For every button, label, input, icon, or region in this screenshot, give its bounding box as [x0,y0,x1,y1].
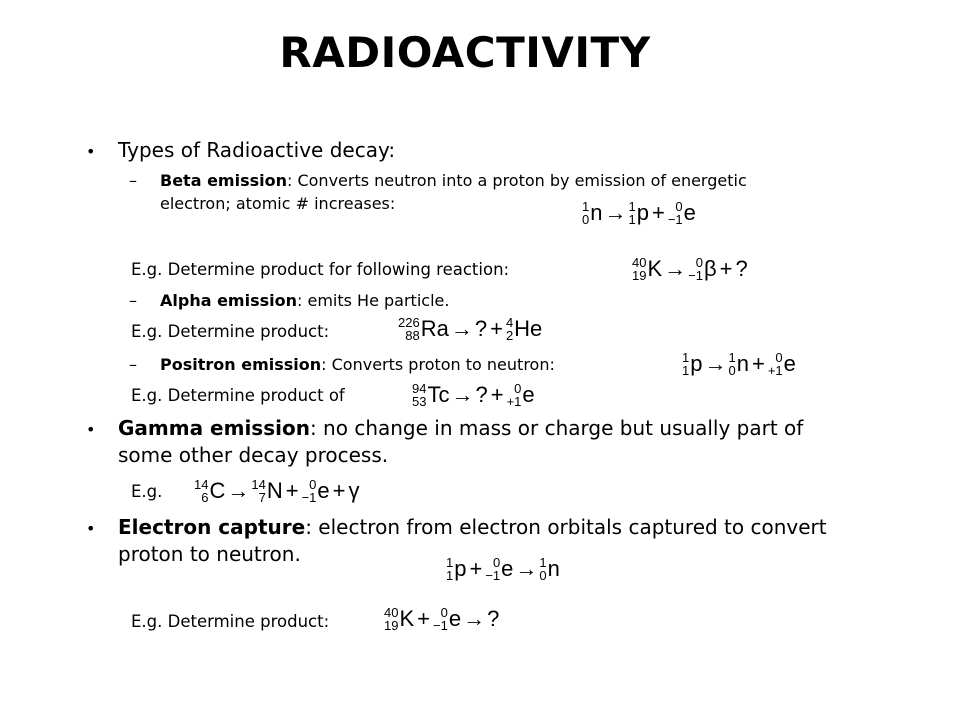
gamma-example-equation: 14 6 C → 14 7 N + 0 −1 e + γ [194,477,360,505]
alpha-desc: : emits He particle. [297,291,450,310]
nuclide-potassium: 40 19 K [632,255,663,283]
slide-title: RADIOACTIVITY [279,28,651,77]
bullet-marker: • [86,519,96,538]
nuclide-beta: 0 −1 β [688,255,717,283]
ec-line-1 [118,515,827,539]
nuclide-electron: 0 −1 e [667,199,696,227]
nuclide-potassium: 40 19 K [384,605,415,633]
unknown-product: ? [735,256,748,281]
gamma-desc: : no change in mass or charge but usually part of [309,416,804,440]
alpha-line [160,291,449,310]
arrow-icon: → [604,200,627,225]
nuclide-carbon: 14 6 C [194,477,226,505]
beta-example-equation: 40 19 K → 0 −1 β + ? [632,255,748,283]
nuclide-electron: 0 −1 e [301,477,330,505]
arrow-icon: → [515,556,538,581]
positron-example: E.g. Determine product of [131,386,345,405]
dash-marker: – [129,291,137,310]
nuclide-helium: 4 2 He [505,315,543,343]
positron-line [160,355,555,374]
ec-equation: 1 1 p + 0 −1 e → 1 0 n [446,555,560,583]
gamma-term: Gamma emission [118,416,310,440]
beta-example: E.g. Determine product for following reaction: [131,260,510,279]
unknown-product: ? [487,606,500,631]
arrow-icon: → [463,606,486,631]
positron-example-equation: 94 53 Tc → ? + 0 +1 e [412,381,535,409]
unknown-product: ? [475,382,488,407]
nuclide-electron: 0 −1 e [433,605,462,633]
gamma-line-2: some other decay process. [118,443,389,467]
arrow-icon: → [664,256,687,281]
beta-line-2: electron; atomic # increases: [160,194,396,213]
nuclide-technetium: 94 53 Tc [412,381,450,409]
beta-desc: : Converts neutron into a proton by emission of energetic [286,171,747,190]
ec-desc: : electron from electron orbitals captured to convert [305,515,827,539]
gamma-symbol: γ [348,478,360,503]
gamma-line-1 [118,416,803,440]
bullet-marker: • [86,420,96,439]
alpha-example-equation: 226 88 Ra → ? + 4 2 He [398,315,543,343]
nuclide-electron: 0 −1 e [485,555,514,583]
beta-equation: 1 0 n → 1 1 p + 0 −1 e [582,199,696,227]
dash-marker: – [129,355,137,374]
nuclide-radium: 226 88 Ra [398,315,449,343]
beta-term: Beta emission [160,171,287,190]
arrow-icon: → [227,478,250,503]
nuclide-neutron: 1 0 n [582,199,603,227]
nuclide-positron: 0 +1 e [506,381,535,409]
ec-example: E.g. Determine product: [131,612,330,631]
ec-term: Electron capture [118,515,306,539]
ec-example-equation: 40 19 K + 0 −1 e → ? [384,605,500,633]
positron-term: Positron emission [160,355,322,374]
nuclide-proton: 1 1 p [446,555,467,583]
positron-desc: : Converts proton to neutron: [321,355,555,374]
arrow-icon: → [451,382,474,407]
nuclide-neutron: 1 0 n [539,555,560,583]
nuclide-proton: 1 1 p [682,350,703,378]
arrow-icon: → [450,316,473,341]
types-heading: Types of Radioactive decay: [118,138,396,162]
unknown-product: ? [474,316,488,341]
alpha-term: Alpha emission [160,291,297,310]
bullet-marker: • [86,142,96,161]
nuclide-nitrogen: 14 7 N [251,477,283,505]
positron-equation: 1 1 p → 1 0 n + 0 +1 e [682,350,796,378]
nuclide-proton: 1 1 p [628,199,649,227]
gamma-example: E.g. [131,482,163,501]
alpha-example: E.g. Determine product: [131,322,330,341]
nuclide-neutron: 1 0 n [728,350,749,378]
ec-line-2: proton to neutron. [118,542,301,566]
arrow-icon: → [704,351,727,376]
beta-line-1 [160,171,747,190]
dash-marker: – [129,171,137,190]
nuclide-positron: 0 +1 e [767,350,796,378]
